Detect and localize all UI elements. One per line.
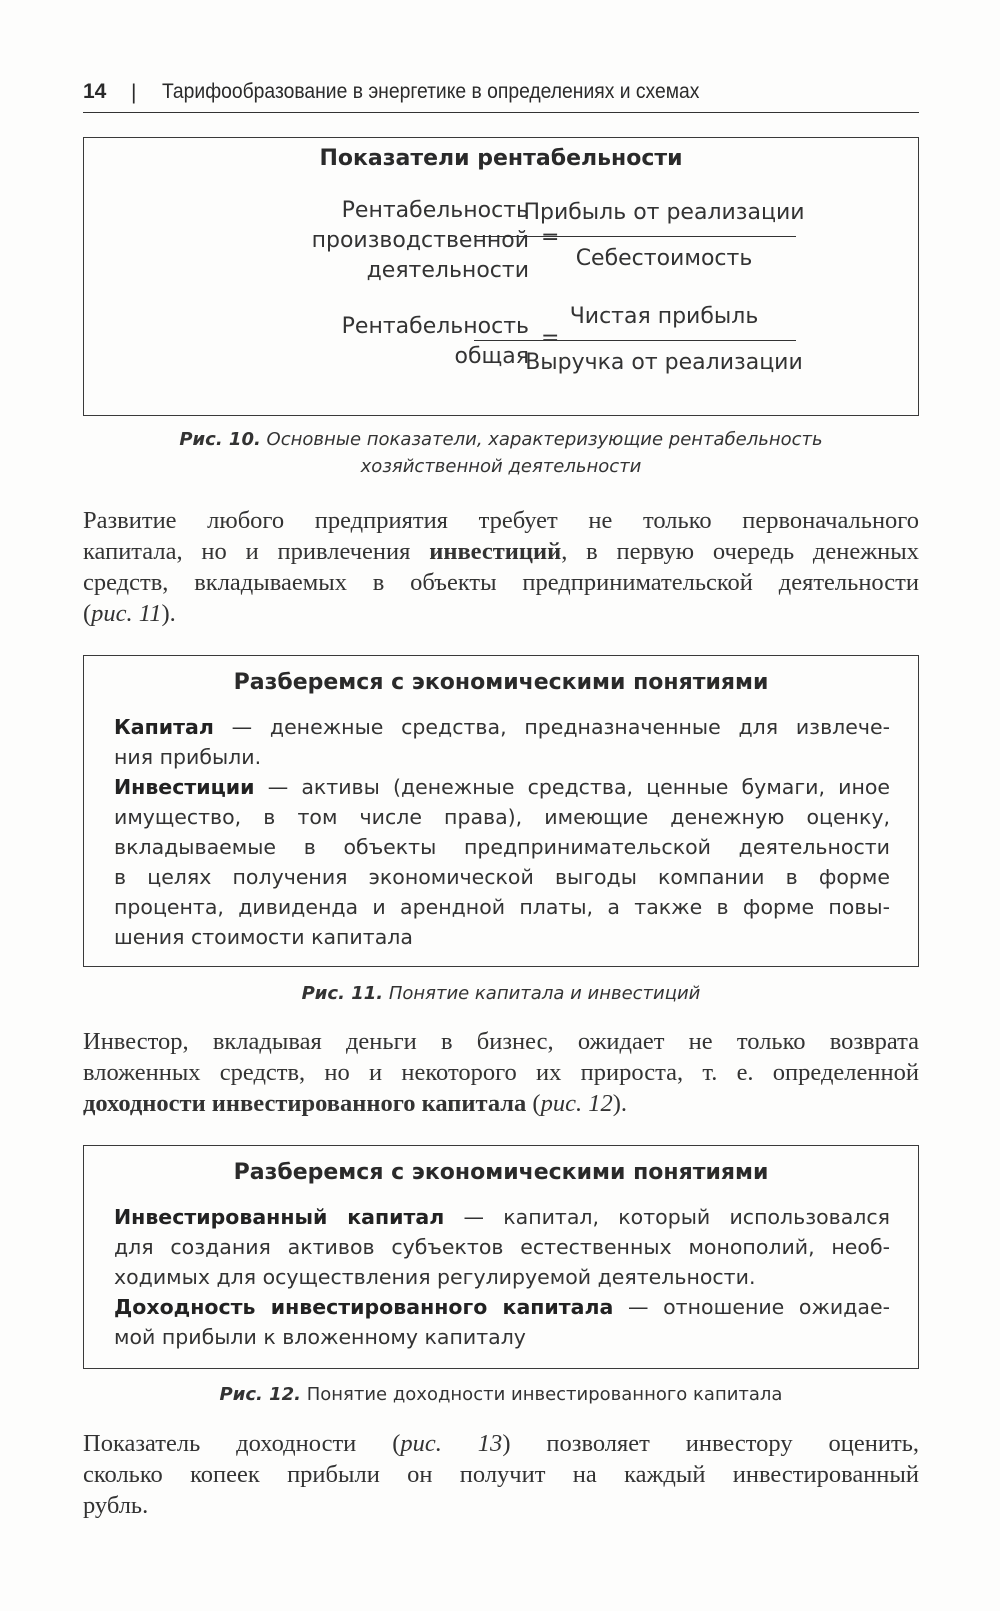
text-line: средств, вкладываемых в объекты предпринимательской деятельности bbox=[83, 569, 919, 596]
figure12-caption bbox=[83, 1381, 919, 1408]
caption-label: Рис. 12. bbox=[219, 1384, 301, 1405]
term-invested-capital: Инвестированный капитал bbox=[114, 1205, 445, 1229]
paragraph-1 bbox=[83, 505, 919, 629]
formula1-left bbox=[174, 196, 529, 286]
text-line: Развитие любого предприятия требует не только первоначального bbox=[83, 507, 919, 534]
text-line: сколько копеек прибыли он получит на каждый инвестированный bbox=[83, 1461, 919, 1488]
text-line: вкладываемые в объекты предпринимательской деятельности bbox=[114, 835, 890, 859]
formula2-left-line: Рентабельность bbox=[341, 314, 529, 339]
text-line: капитала, но и привлечения инвестиций, в первую очередь денежных bbox=[83, 538, 919, 565]
caption-text: Понятие капитала и инвестиций bbox=[388, 983, 701, 1004]
caption-label: Рис. 10. bbox=[179, 429, 261, 450]
formula2-denominator: Выручка от реализации bbox=[525, 350, 803, 375]
text-line: ходимых для осуществления регулируемой деятельности. bbox=[114, 1265, 756, 1289]
text-line: Показатель доходности (рис. 13) позволяет инвестору оценить, bbox=[83, 1430, 919, 1457]
concepts-box-capital bbox=[83, 655, 919, 967]
text-line: Инвестор, вкладывая деньги в бизнес, ожидает не только возврата bbox=[83, 1028, 919, 1055]
formula1-equals: = bbox=[541, 225, 560, 250]
text-line: процента, дивиденда и арендной платы, а также в форме повы- bbox=[114, 895, 890, 919]
text-line: шения стоимости капитала bbox=[114, 925, 413, 949]
formula2-fraction-line bbox=[474, 340, 796, 341]
formula1-left-line: производственной bbox=[311, 228, 529, 253]
paragraph-2 bbox=[83, 1026, 919, 1119]
page-number: 14 bbox=[83, 80, 107, 103]
definitions bbox=[114, 1202, 890, 1352]
formula1-fraction-line bbox=[474, 236, 796, 237]
book-title: Тарифообразование в энергетике в определениях и схемах bbox=[162, 80, 700, 103]
text-line: рубль. bbox=[83, 1492, 149, 1519]
text-line: доходности инвестированного капитала (рис. 12). bbox=[83, 1090, 628, 1117]
figure-ref: рис. 12 bbox=[540, 1090, 613, 1117]
text-line: в целях получения экономической выгоды компании в форме bbox=[114, 865, 890, 889]
caption-text: хозяйственной деятельности bbox=[360, 456, 642, 477]
term-return-on-capital: доходности инвестированного капитала bbox=[83, 1090, 527, 1117]
figure-ref: рис. 13 bbox=[400, 1430, 503, 1457]
concepts-box-invested-capital bbox=[83, 1145, 919, 1369]
text-line: мой прибыли к вложенному капиталу bbox=[114, 1325, 526, 1349]
text-line: Инвестированный капитал — капитал, который использовался bbox=[114, 1205, 890, 1229]
figure11-caption bbox=[83, 980, 919, 1007]
formula2-numerator: Чистая прибыль bbox=[569, 304, 759, 329]
term-return-on-capital: Доходность инвестированного капитала bbox=[114, 1295, 614, 1319]
text-line: имущество, в том числе права), имеющие денежную оценку, bbox=[114, 805, 890, 829]
text-line: ния прибыли. bbox=[114, 745, 262, 769]
formula2-left-line: общая bbox=[454, 344, 529, 369]
formula2-left bbox=[174, 312, 529, 372]
caption-text: Понятие доходности инвестированного капитала bbox=[306, 1384, 783, 1405]
text-line: Доходность инвестированного капитала — отношение ожидае- bbox=[114, 1295, 890, 1319]
term-investments: инвестиций bbox=[429, 538, 562, 565]
text-line: Капитал — денежные средства, предназначенные для извлече- bbox=[114, 715, 890, 739]
term-investments: Инвестиции bbox=[114, 775, 255, 799]
text-line: (рис. 11). bbox=[83, 600, 176, 627]
running-header bbox=[83, 80, 919, 113]
header-separator: | bbox=[131, 81, 137, 104]
formula2-equals: = bbox=[541, 326, 560, 351]
figure-ref: рис. 11 bbox=[91, 600, 162, 627]
box-title: Разберемся с экономическими понятиями bbox=[233, 1160, 769, 1185]
formula1-left-line: деятельности bbox=[366, 258, 529, 283]
paragraph-3 bbox=[83, 1428, 919, 1521]
profitability-box bbox=[83, 137, 919, 416]
figure10-caption bbox=[83, 426, 919, 480]
box-title: Разберемся с экономическими понятиями bbox=[233, 670, 769, 695]
definitions bbox=[114, 712, 890, 952]
text-line: для создания активов субъектов естественных монополий, необ- bbox=[114, 1235, 890, 1259]
text-line: Инвестиции — активы (денежные средства, ценные бумаги, иное bbox=[114, 775, 890, 799]
caption-text: Основные показатели, характеризующие рентабельность bbox=[266, 429, 823, 450]
caption-label: Рис. 11. bbox=[301, 983, 384, 1004]
term-capital: Капитал bbox=[114, 715, 214, 739]
box-title: Показатели рентабельности bbox=[319, 146, 683, 171]
text-line: вложенных средств, но и некоторого их прироста, т. е. определенной bbox=[83, 1059, 919, 1086]
formula1-left-line: Рентабельность bbox=[341, 198, 529, 223]
formula1-denominator: Себестоимость bbox=[575, 246, 753, 271]
formula1-numerator: Прибыль от реализации bbox=[523, 200, 805, 225]
